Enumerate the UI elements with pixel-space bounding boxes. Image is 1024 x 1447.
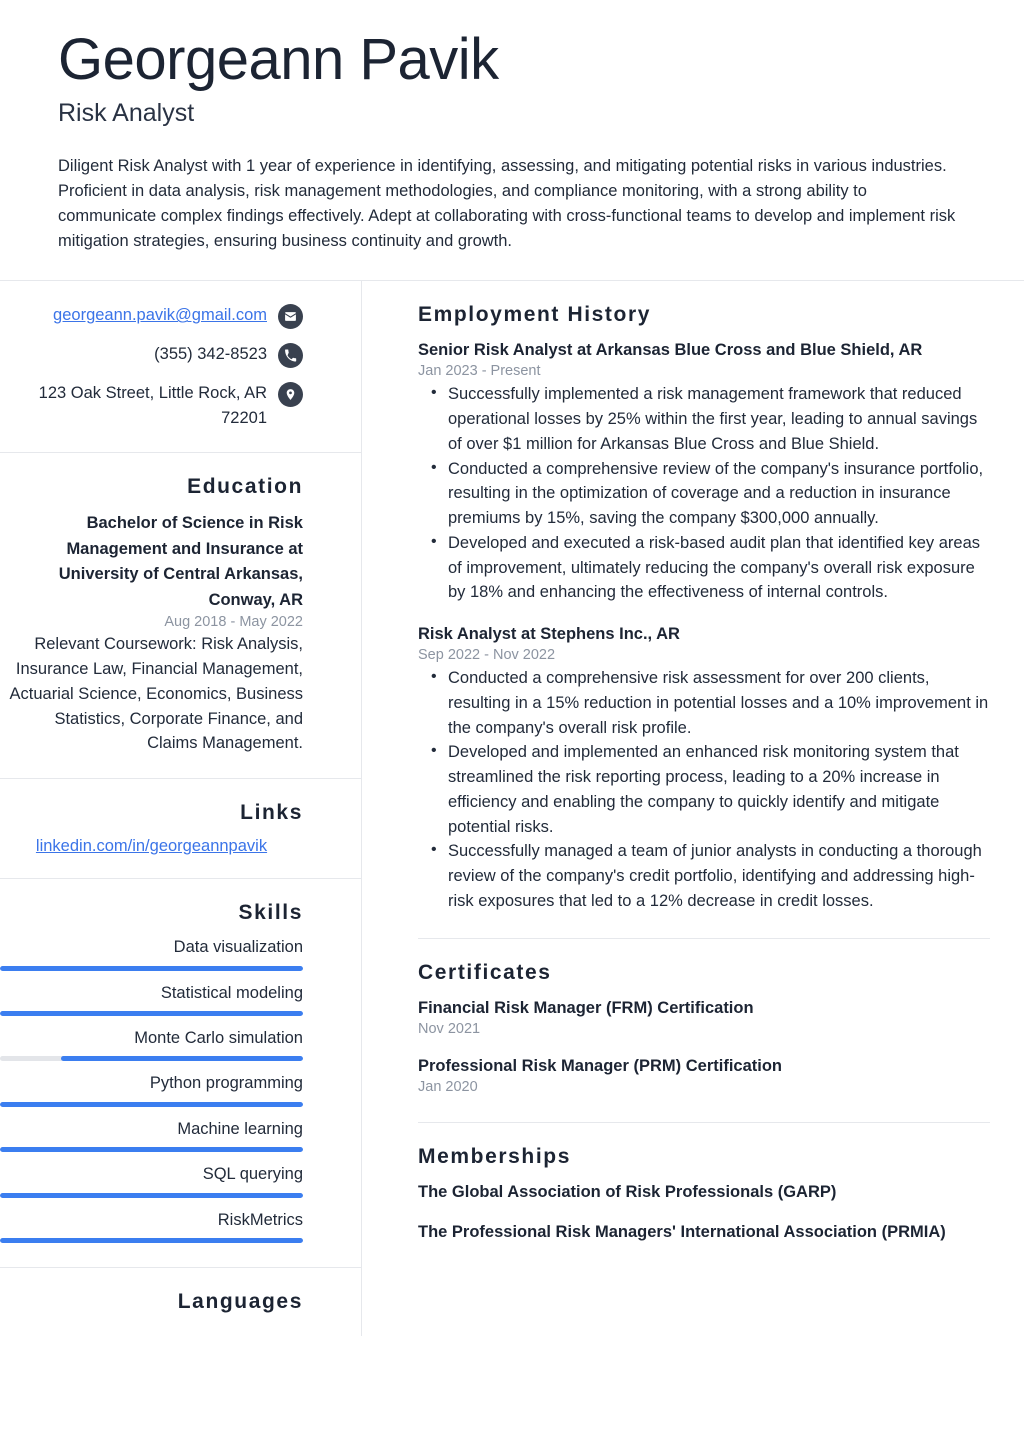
employment-title: Senior Risk Analyst at Arkansas Blue Cross and Blue Shield, AR xyxy=(418,341,923,360)
education-degree: Bachelor of Science in Risk Management and Insurance at University of Central Arkansas, Conway, AR xyxy=(58,514,303,609)
employment-bullet: • Conducted a comprehensive risk assessment for over 200 clients, resulting in a 15% reduction in potential losses and a 10% improvement in the company's overall risk profile. xyxy=(448,666,990,740)
skill-progress-fill xyxy=(0,1193,303,1198)
page-title: Georgeann Pavik xyxy=(58,27,499,92)
links-heading: Links xyxy=(240,801,303,825)
resume-header xyxy=(0,0,1024,280)
email-value[interactable]: georgeann.pavik@gmail.com xyxy=(53,306,267,325)
certificate-entry xyxy=(418,997,990,1037)
employment-bullet: • Conducted a comprehensive review of the company's insurance portfolio, resulting in the optimization of coverage and a reduction in insurance premiums by 15%, saving the company $300,000 annually. xyxy=(448,457,990,531)
contact-email-row[interactable] xyxy=(0,303,303,329)
skill-item xyxy=(0,1073,303,1106)
skill-label: SQL querying xyxy=(202,1165,303,1184)
skill-item xyxy=(0,1164,303,1197)
skills-section xyxy=(0,879,361,1268)
skill-progress-fill xyxy=(0,1238,303,1243)
languages-section xyxy=(0,1268,361,1336)
certificate-entry xyxy=(418,1055,990,1095)
skills-heading: Skills xyxy=(238,901,303,925)
skill-progress-fill xyxy=(0,966,303,971)
contact-section xyxy=(0,281,361,453)
employment-bullets xyxy=(418,382,990,605)
employment-bullet: • Successfully managed a team of junior analysts in conducting a thorough review of the company's credit portfolio, identifying and addressing high-risk exposures that led to a 12% decrease in credit losses. xyxy=(448,839,990,913)
skill-progress-track xyxy=(0,1238,303,1243)
skill-progress-track xyxy=(0,1102,303,1107)
phone-value: (355) 342-8523 xyxy=(154,345,267,364)
contact-phone-row[interactable] xyxy=(0,342,303,368)
employment-heading: Employment History xyxy=(418,303,652,327)
languages-heading: Languages xyxy=(177,1290,303,1314)
employment-date: Jan 2023 - Present xyxy=(418,363,541,380)
education-entry xyxy=(0,511,303,756)
certificate-title: Professional Risk Manager (PRM) Certification xyxy=(418,1056,782,1075)
skill-progress-track xyxy=(0,1011,303,1016)
skill-progress-track xyxy=(0,966,303,971)
skill-label: Python programming xyxy=(149,1074,303,1093)
contact-address-row xyxy=(0,381,303,430)
skill-label: Monte Carlo simulation xyxy=(134,1028,303,1047)
sidebar xyxy=(0,281,362,1336)
skill-item xyxy=(0,1119,303,1152)
education-description: Relevant Coursework: Risk Analysis, Insurance Law, Financial Management, Actuarial Science, Economics, Business Statistics, Corporate Finance, and Claims Management. xyxy=(9,635,303,753)
employment-list xyxy=(418,339,990,913)
skill-progress-fill xyxy=(0,1102,303,1107)
employment-bullet: • Developed and implemented an enhanced risk monitoring system that streamlined the risk reporting process, leading to a 20% increase in efficiency and enabling the company to quickly identify and mitigate potential risks. xyxy=(448,740,990,839)
address-value: 123 Oak Street, Little Rock, AR 72201 xyxy=(38,384,267,427)
education-date: Aug 2018 - May 2022 xyxy=(164,614,303,631)
link-item-linkedin[interactable]: linkedin.com/in/georgeannpavik xyxy=(35,837,268,856)
certificate-date: Nov 2021 xyxy=(418,1020,481,1037)
professional-summary: Diligent Risk Analyst with 1 year of experience in identifying, assessing, and mitigating potential risks in various industries. Proficient in data analysis, risk management methodologies, and compliance monitoring, with a strong ability to communicate complex findings effectively. Adept at collaborating with cross-functional teams to develop and implement risk mitigation strategies, ensuring business continuity and growth. xyxy=(58,156,956,251)
skill-progress-track xyxy=(0,1147,303,1152)
memberships-list xyxy=(418,1181,990,1245)
skill-progress-track xyxy=(0,1193,303,1198)
skill-progress-fill xyxy=(61,1056,303,1061)
map-pin-icon xyxy=(278,382,303,407)
skill-label: RiskMetrics xyxy=(217,1210,303,1229)
membership-item: The Professional Risk Managers' International Association (PRMIA) xyxy=(418,1222,946,1241)
skill-progress-fill xyxy=(0,1011,303,1016)
membership-item: The Global Association of Risk Professionals (GARP) xyxy=(418,1182,837,1201)
skill-label: Machine learning xyxy=(177,1119,303,1138)
job-title: Risk Analyst xyxy=(58,98,195,127)
phone-icon xyxy=(278,343,303,368)
employment-bullet: • Developed and executed a risk-based audit plan that identified key areas of improvement, ultimately reducing the company's overall risk exposure by 18% and enhancing the effectiveness of internal controls. xyxy=(448,531,990,605)
certificate-title: Financial Risk Manager (FRM) Certification xyxy=(418,998,754,1017)
main-content xyxy=(362,281,1024,1336)
skill-progress-track xyxy=(0,1056,303,1061)
envelope-icon xyxy=(278,304,303,329)
certificates-list xyxy=(418,997,990,1095)
certificates-heading: Certificates xyxy=(418,960,552,984)
skill-label: Statistical modeling xyxy=(160,983,303,1002)
employment-entry xyxy=(418,623,990,914)
skill-progress-fill xyxy=(0,1147,303,1152)
memberships-heading: Memberships xyxy=(418,1144,571,1168)
employment-entry xyxy=(418,339,990,605)
certificate-date: Jan 2020 xyxy=(418,1078,478,1095)
education-section xyxy=(0,453,361,779)
education-heading: Education xyxy=(187,475,303,499)
skill-item xyxy=(0,983,303,1016)
skills-list xyxy=(0,937,303,1243)
employment-section xyxy=(418,281,990,938)
employment-date: Sep 2022 - Nov 2022 xyxy=(418,647,556,664)
skill-item xyxy=(0,1210,303,1243)
memberships-section xyxy=(418,1123,990,1269)
resume-columns xyxy=(0,281,1024,1336)
certificates-section xyxy=(418,939,990,1123)
employment-bullet: • Successfully implemented a risk management framework that reduced operational losses by 25% within the first year, leading to annual savings of over $1 million for Arkansas Blue Cross and Blue Shield. xyxy=(448,382,990,456)
employment-bullets xyxy=(418,666,990,914)
links-section xyxy=(0,779,361,879)
skill-item xyxy=(0,1028,303,1061)
skill-label: Data visualization xyxy=(173,938,303,957)
skill-item xyxy=(0,937,303,970)
employment-title: Risk Analyst at Stephens Inc., AR xyxy=(418,625,680,644)
